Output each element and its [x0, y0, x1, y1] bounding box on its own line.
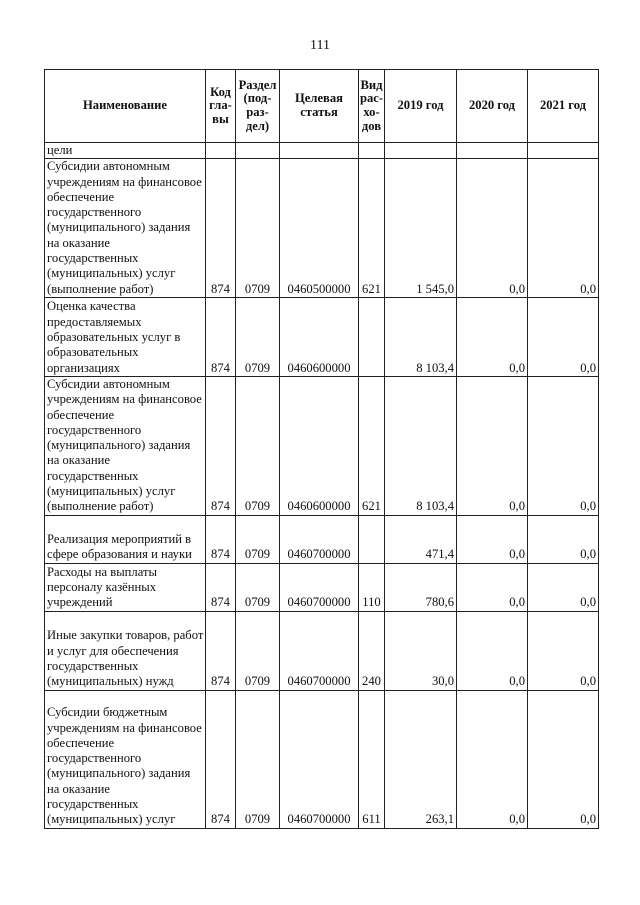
- row-2021: 0,0: [528, 297, 599, 376]
- row-kod: 874: [206, 376, 236, 515]
- table-row: [45, 611, 599, 690]
- row-celevaya: 0460700000: [280, 611, 359, 690]
- row-vid: [359, 297, 385, 376]
- row-2021: 0,0: [528, 515, 599, 563]
- row-2020: 0,0: [457, 159, 528, 298]
- row-celevaya: 0460500000: [280, 159, 359, 298]
- row-kod: 874: [206, 611, 236, 690]
- header-2021: 2021 год: [528, 70, 599, 143]
- row-2021: 0,0: [528, 611, 599, 690]
- row-kod: [206, 143, 236, 159]
- page-number: 111: [310, 38, 330, 53]
- header-2020: 2020 год: [457, 70, 528, 143]
- row-name: Оценка качества предоставляемых образовательных услуг в образовательных организациях: [45, 297, 206, 376]
- row-razdel: 0709: [236, 297, 280, 376]
- row-2019: 30,0: [385, 611, 457, 690]
- row-name: Расходы на выплаты персоналу казённых учреждений: [45, 563, 206, 611]
- row-celevaya: 0460600000: [280, 376, 359, 515]
- row-2021: 0,0: [528, 563, 599, 611]
- row-2020: 0,0: [457, 563, 528, 611]
- header-celevaya: Целевая статья: [280, 70, 359, 143]
- row-razdel: 0709: [236, 690, 280, 828]
- table-row: [45, 376, 599, 515]
- row-2020: 0,0: [457, 611, 528, 690]
- row-vid: 240: [359, 611, 385, 690]
- table-row: [45, 143, 599, 159]
- row-2019: 8 103,4: [385, 297, 457, 376]
- row-celevaya: 0460600000: [280, 297, 359, 376]
- row-2021: 0,0: [528, 159, 599, 298]
- header-kod: Код гла-вы: [206, 70, 236, 143]
- table-row: [45, 563, 599, 611]
- row-2021: 0,0: [528, 376, 599, 515]
- row-celevaya: 0460700000: [280, 515, 359, 563]
- header-razdel: Раздел (под-раз-дел): [236, 70, 280, 143]
- table-row: [45, 690, 599, 828]
- table-row: [45, 297, 599, 376]
- row-2019: 8 103,4: [385, 376, 457, 515]
- row-celevaya: 0460700000: [280, 563, 359, 611]
- row-vid: [359, 515, 385, 563]
- row-2019: 471,4: [385, 515, 457, 563]
- row-razdel: 0709: [236, 563, 280, 611]
- row-name: цели: [45, 143, 206, 159]
- row-celevaya: [280, 143, 359, 159]
- row-vid: [359, 143, 385, 159]
- row-celevaya: 0460700000: [280, 690, 359, 828]
- row-2020: 0,0: [457, 297, 528, 376]
- row-name: Субсидии бюджетным учреждениям на финансовое обеспечение государственного (муниципального) задания на оказание государственных (муниципальных) услуг: [45, 690, 206, 828]
- row-kod: 874: [206, 297, 236, 376]
- row-2019: [385, 143, 457, 159]
- row-2020: 0,0: [457, 515, 528, 563]
- row-2020: 0,0: [457, 376, 528, 515]
- row-name: Субсидии автономным учреждениям на финансовое обеспечение государственного (муниципального) задания на оказание государственных (муниципальных) услуг (выполнение работ): [45, 159, 206, 298]
- row-kod: 874: [206, 515, 236, 563]
- row-razdel: 0709: [236, 515, 280, 563]
- row-vid: 110: [359, 563, 385, 611]
- row-razdel: [236, 143, 280, 159]
- row-name: Иные закупки товаров, работ и услуг для обеспечения государственных (муниципальных) нужд: [45, 611, 206, 690]
- header-name: Наименование: [45, 70, 206, 143]
- row-name: Субсидии автономным учреждениям на финансовое обеспечение государственного (муниципального) задания на оказание государственных (муниципальных) услуг (выполнение работ): [45, 376, 206, 515]
- row-2020: [457, 143, 528, 159]
- row-vid: 621: [359, 376, 385, 515]
- table-row: [45, 515, 599, 563]
- row-2021: 0,0: [528, 690, 599, 828]
- row-kod: 874: [206, 159, 236, 298]
- header-2019: 2019 год: [385, 70, 457, 143]
- table-header-row: [45, 70, 599, 143]
- row-2020: 0,0: [457, 690, 528, 828]
- row-razdel: 0709: [236, 376, 280, 515]
- row-2019: 780,6: [385, 563, 457, 611]
- row-vid: 611: [359, 690, 385, 828]
- row-name: Реализация мероприятий в сфере образования и науки: [45, 515, 206, 563]
- row-vid: 621: [359, 159, 385, 298]
- row-2019: 1 545,0: [385, 159, 457, 298]
- row-razdel: 0709: [236, 159, 280, 298]
- row-razdel: 0709: [236, 611, 280, 690]
- row-kod: 874: [206, 690, 236, 828]
- header-vid: Вид рас-хо-дов: [359, 70, 385, 143]
- row-2019: 263,1: [385, 690, 457, 828]
- row-kod: 874: [206, 563, 236, 611]
- table-row: [45, 159, 599, 298]
- budget-table: [44, 69, 599, 829]
- row-2021: [528, 143, 599, 159]
